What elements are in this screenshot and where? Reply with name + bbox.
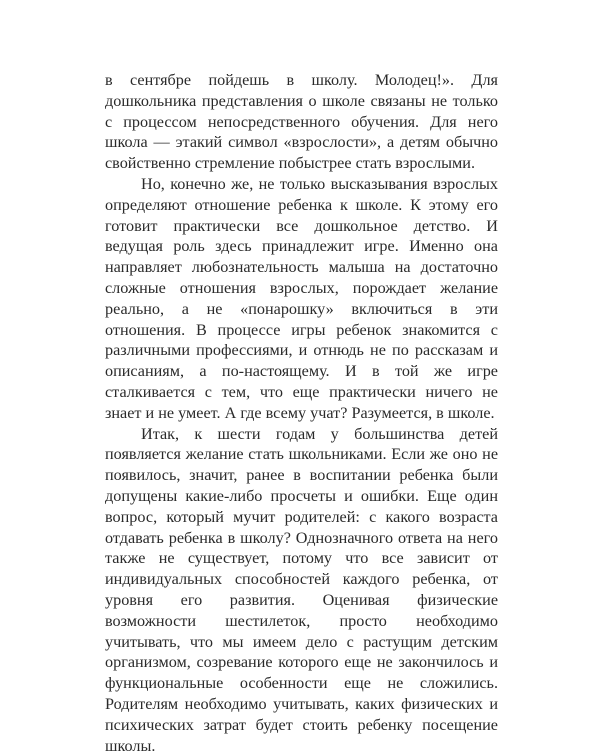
- paragraph-continuation: в сентябре пойдешь в школу. Молодец!». Для дошкольника представления о школе связаны не только с процессом непосредственного обучения. Для него школа — этакий символ «взрослости», а детям обычно свойственно стремление побыстрее стать взрослыми.: [105, 71, 498, 173]
- body-text: [105, 70, 498, 756]
- paragraph-school-age: Итак, к шести годам у большинства детей появляется желание стать школьниками. Если же оно не появилось, значит, ранее в воспитании ребенка были допущены какие-либо просчеты и ошибки. Еще один вопрос, который мучит родителей: с какого возраста отдавать ребенка в школу? Однозначного ответа на него также не существует, потому что все зависит от индивидуальных способностей каждого ребенка, от уровня его развития. Оценивая физические возможности шестилеток, просто необходимо учитывать, что мы имеем дело с растущим детским организмом, созревание которого еще не закончилось и функциональные особенности еще не сложились. Родителям необходимо учитывать, каких физических и психических затрат будет стоить ребенку посещение школы.: [105, 424, 498, 755]
- paragraph-play-role: Но, конечно же, не только высказывания взрослых определяют отношение ребенка к школе. К этому его готовит практически все дошкольное детство. И ведущая роль здесь принадлежит игре. Именно она направляет любознательность малыша на достаточно сложные отношения взрослых, порождает желание реально, а не «понарошку» включиться в эти отношения. В процессе игры ребенок знакомится с различными профессиями, и отнюдь не по рассказам и описаниям, а по-настоящему. И в той же игре сталкивается с тем, что еще практически ничего не знает и не умеет. А где всему учат? Разумеется, в школе.: [105, 174, 498, 422]
